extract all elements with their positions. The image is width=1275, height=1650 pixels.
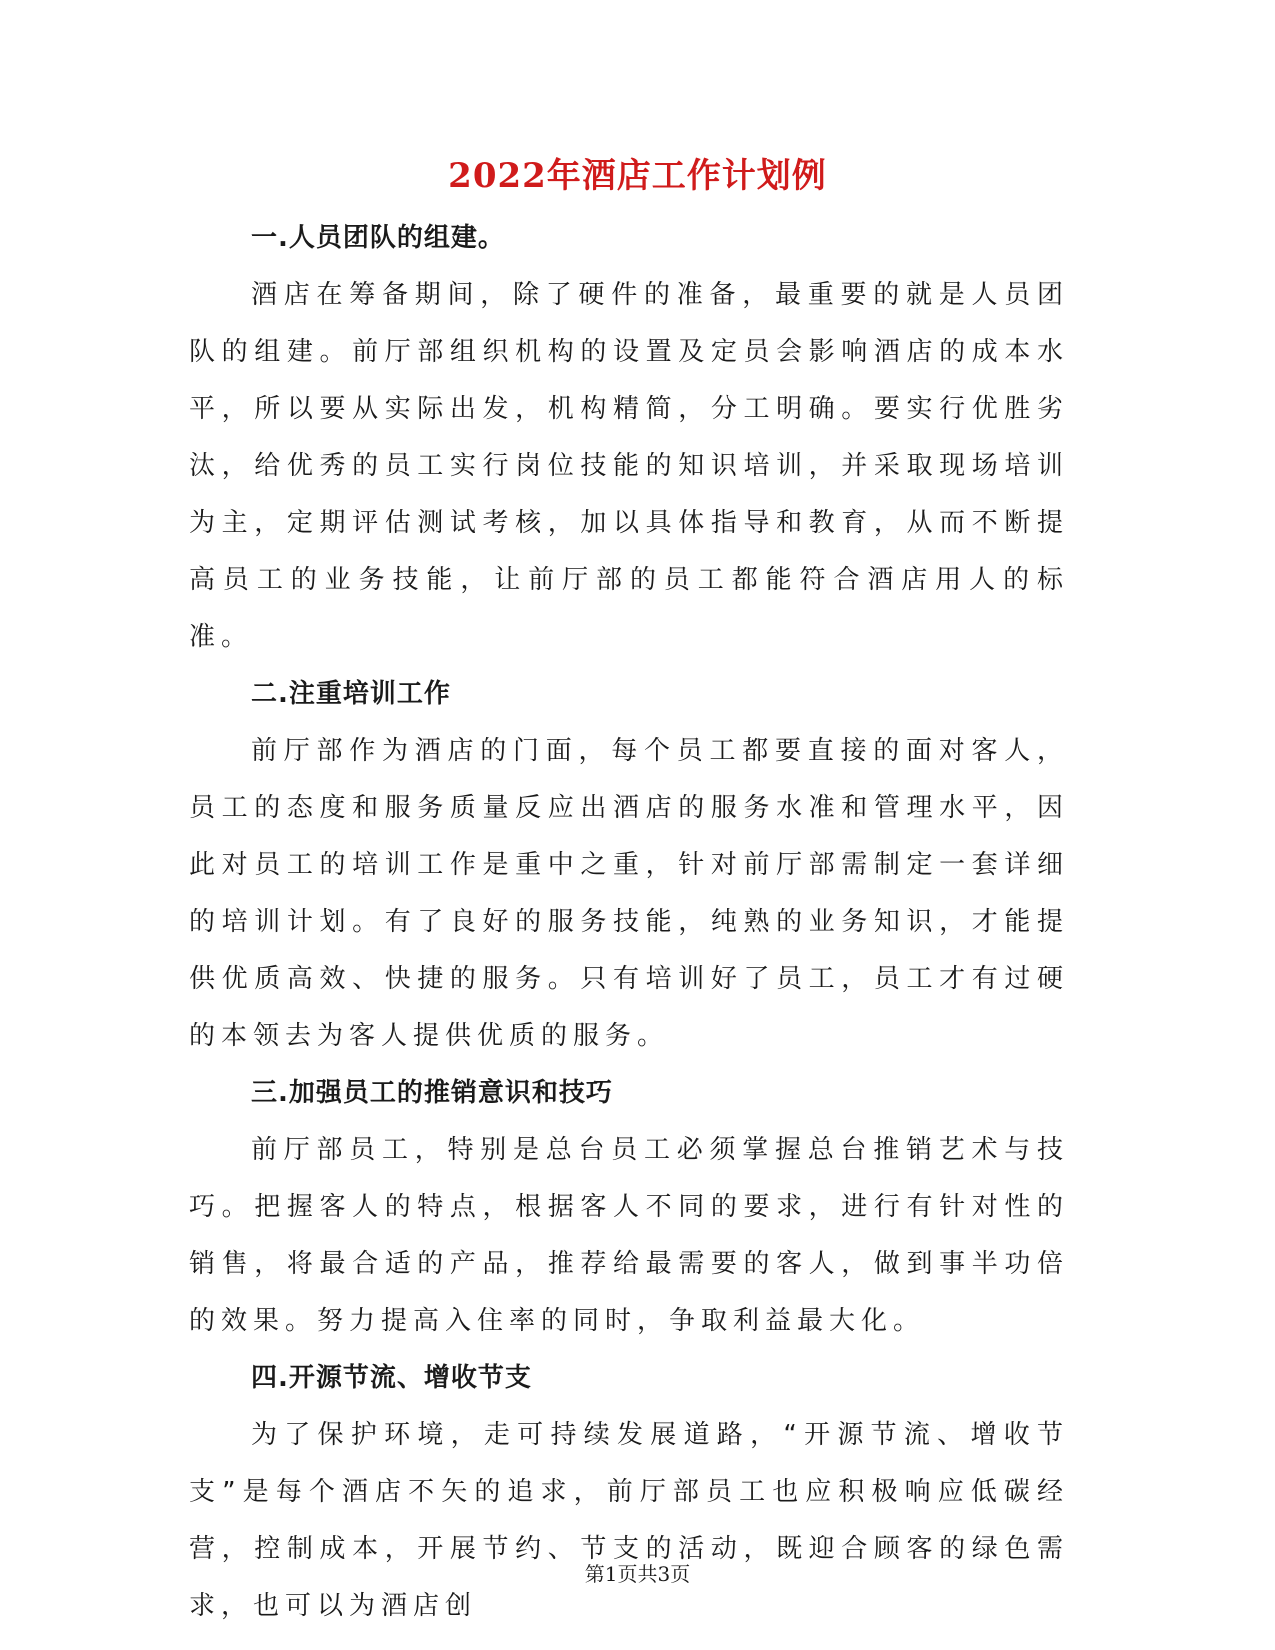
section-paragraph-2: 前厅部作为酒店的门面，每个员工都要直接的面对客人，员工的态度和服务质量反应出酒店的服务水准和管理水平，因此对员工的培训工作是重中之重，针对前厅部需制定一套详细的培训计划。有了良好的服务技能，纯熟的业务知识，才能提供优质高效、快捷的服务。只有培训好了员工，员工才有过硬的本领去为客人提供优质的服务。	[189, 736, 1069, 1051]
section-paragraph-4: 为了保护环境，走可持续发展道路，“开源节流、增收节支”是每个酒店不矢的追求，前厅部员工也应积极响应低碳经营，控制成本，开展节约、节支的活动，既迎合顾客的绿色需求，也可以为酒店创	[189, 1420, 1069, 1621]
document-body	[189, 210, 1069, 1635]
section-heading-1: 一.人员团队的组建。	[251, 223, 505, 253]
section-heading-2: 二.注重培训工作	[251, 679, 451, 709]
section-paragraph-1: 酒店在筹备期间，除了硬件的准备，最重要的就是人员团队的组建。前厅部组织机构的设置及定员会影响酒店的成本水平，所以要从实际出发，机构精简，分工明确。要实行优胜劣汰，给优秀的员工实行岗位技能的知识培训，并采取现场培训为主，定期评估测试考核，加以具体指导和教育，从而不断提高员工的业务技能，让前厅部的员工都能符合酒店用人的标准。	[189, 280, 1069, 652]
page-number: 第1页共3页	[584, 1562, 691, 1586]
section-heading-4: 四.开源节流、增收节支	[251, 1363, 532, 1393]
document-title: 2022年酒店工作计划例	[448, 156, 827, 196]
section-paragraph-3: 前厅部员工，特别是总台员工必须掌握总台推销艺术与技巧。把握客人的特点，根据客人不同的要求，进行有针对性的销售，将最合适的产品，推荐给最需要的客人，做到事半功倍的效果。努力提高入住率的同时，争取利益最大化。	[189, 1135, 1069, 1336]
section-heading-3: 三.加强员工的推销意识和技巧	[251, 1078, 613, 1108]
